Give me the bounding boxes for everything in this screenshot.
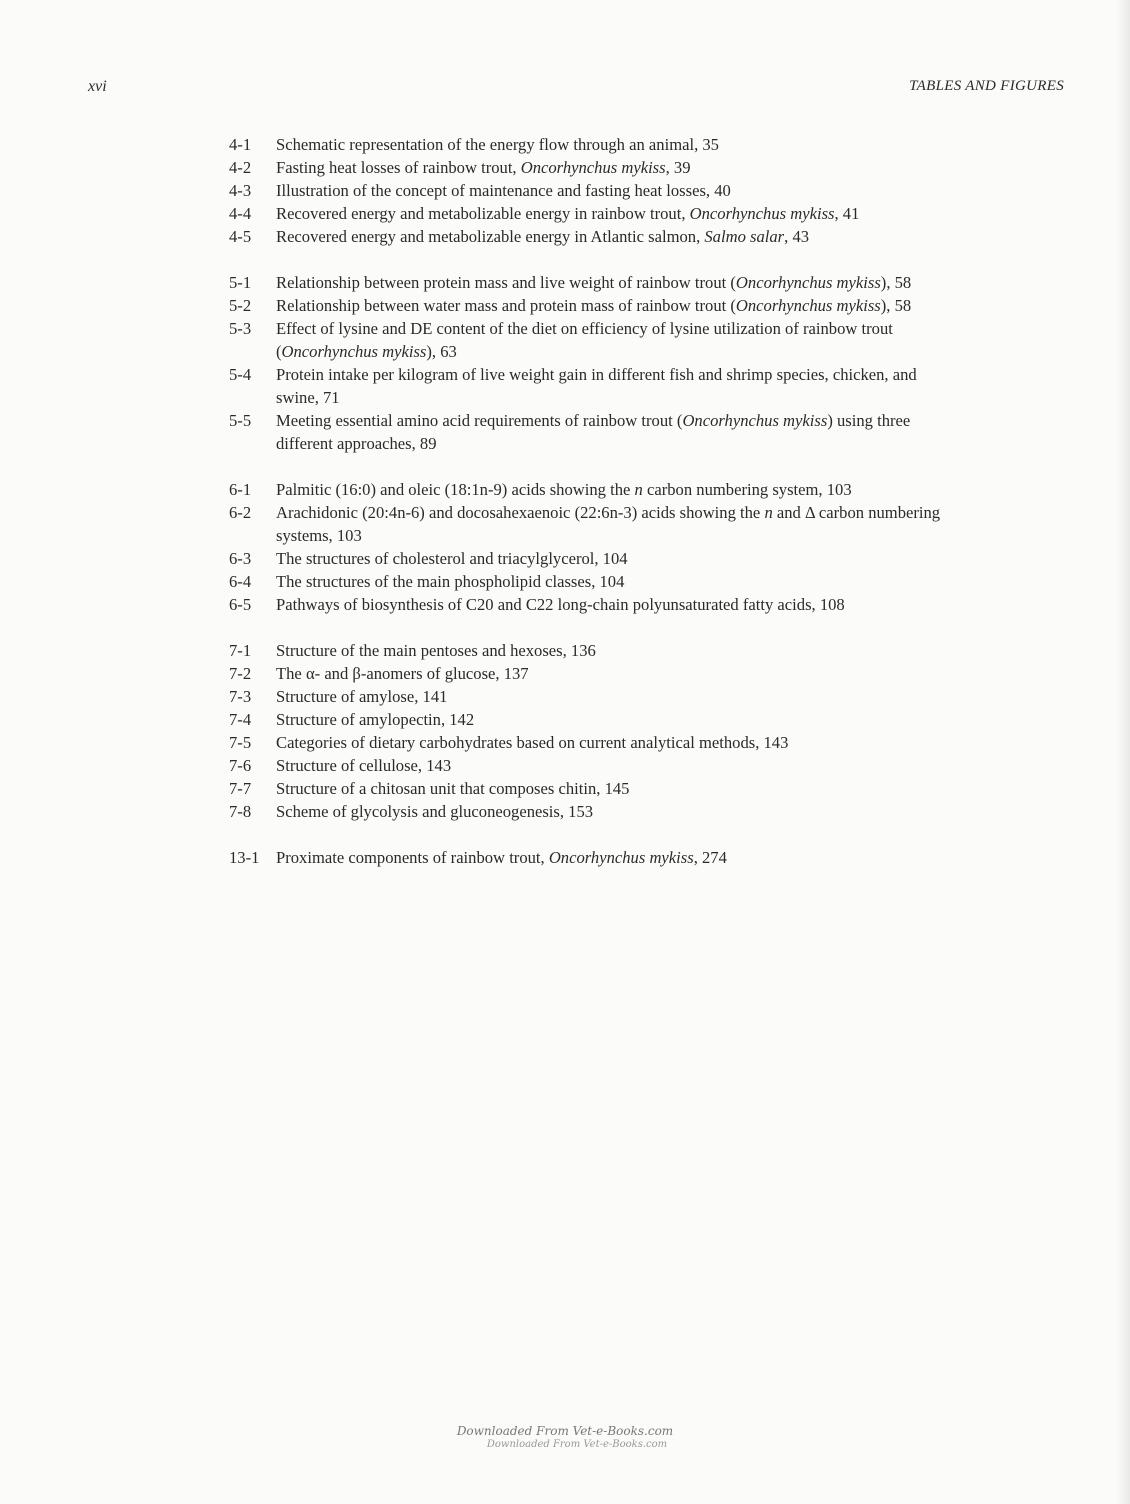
figure-caption — [276, 294, 949, 317]
caption-italic-part: Oncorhynchus mykiss — [689, 204, 835, 223]
caption-part: Illustration of the concept of maintenance and fasting heat losses, 40 — [276, 181, 731, 200]
caption-part: Recovered energy and metabolizable energy in rainbow trout, — [276, 204, 690, 223]
figure-caption — [276, 570, 949, 593]
figure-entry — [229, 593, 949, 616]
caption-italic-part: n — [634, 480, 643, 499]
caption-italic-part: Oncorhynchus mykiss — [281, 342, 427, 361]
caption-italic-part: Oncorhynchus mykiss — [548, 848, 694, 867]
figure-caption — [276, 731, 949, 754]
figure-number: 7-7 — [229, 779, 252, 798]
figure-entry — [229, 547, 949, 570]
figure-caption — [276, 501, 949, 547]
figure-entry — [229, 317, 949, 363]
figure-number: 5-3 — [229, 319, 252, 338]
figure-caption — [276, 708, 949, 731]
caption-part: Structure of cellulose, 143 — [276, 756, 452, 775]
figure-group — [229, 271, 949, 455]
figure-caption — [276, 225, 949, 248]
figure-number: 7-4 — [229, 710, 252, 729]
running-head-section: TABLES AND FIGURES — [909, 78, 1064, 94]
figure-number: 6-3 — [229, 549, 252, 568]
figure-entry — [229, 179, 949, 202]
figure-number: 7-8 — [229, 802, 252, 821]
figure-list — [229, 133, 949, 892]
caption-part: The α- and β-anomers of glucose, 137 — [276, 664, 529, 683]
caption-part: , 274 — [693, 848, 727, 867]
caption-italic-part: Oncorhynchus mykiss — [735, 296, 881, 315]
figure-number: 5-4 — [229, 365, 252, 384]
caption-part: ), 63 — [426, 342, 457, 361]
caption-part: Fasting heat losses of rainbow trout, — [276, 158, 521, 177]
figure-group — [229, 846, 949, 869]
figure-group — [229, 478, 949, 616]
caption-part: Palmitic (16:0) and oleic (18:1n-9) acids showing the — [276, 480, 635, 499]
page-number: xvi — [88, 78, 107, 95]
figure-caption — [276, 846, 949, 869]
figure-number: 4-4 — [229, 204, 252, 223]
watermark — [0, 1425, 1130, 1451]
caption-part: and Δ carbon numbering systems, 103 — [276, 503, 941, 545]
figure-group — [229, 639, 949, 823]
caption-part: Protein intake per kilogram of live weight gain in different fish and shrimp species, chicken, and swine, 71 — [276, 365, 917, 407]
figure-caption — [276, 754, 949, 777]
figure-entry — [229, 294, 949, 317]
caption-italic-part: Oncorhynchus mykiss — [682, 411, 828, 430]
figure-number: 4-3 — [229, 181, 252, 200]
figure-entry — [229, 685, 949, 708]
caption-part: ), 58 — [880, 273, 912, 292]
figure-caption — [276, 685, 949, 708]
caption-part: Structure of amylopectin, 142 — [276, 710, 475, 729]
caption-part: Structure of the main pentoses and hexoses, 136 — [276, 641, 596, 660]
caption-part: Relationship between protein mass and live weight of rainbow trout ( — [276, 273, 736, 292]
figure-number: 7-2 — [229, 664, 252, 683]
figure-number: 5-2 — [229, 296, 252, 315]
figure-entry — [229, 271, 949, 294]
figure-number: 7-6 — [229, 756, 252, 775]
caption-italic-part: Salmo salar — [704, 227, 785, 246]
figure-number: 7-1 — [229, 641, 252, 660]
caption-part: The structures of the main phospholipid classes, 104 — [276, 572, 625, 591]
figure-entry — [229, 225, 949, 248]
caption-part: ), 58 — [880, 296, 912, 315]
figure-caption — [276, 547, 949, 570]
figure-entry — [229, 754, 949, 777]
figure-entry — [229, 409, 949, 455]
caption-part: Relationship between water mass and protein mass of rainbow trout ( — [276, 296, 736, 315]
figure-group — [229, 133, 949, 248]
figure-entry — [229, 478, 949, 501]
figure-entry — [229, 731, 949, 754]
caption-part: The structures of cholesterol and triacylglycerol, 104 — [276, 549, 628, 568]
caption-part: Effect of lysine and DE content of the diet on efficiency of lysine utilization of rainbow trout ( — [276, 319, 893, 361]
figure-caption — [276, 363, 949, 409]
figure-entry — [229, 202, 949, 225]
figure-caption — [276, 202, 949, 225]
caption-part: Structure of amylose, 141 — [276, 687, 448, 706]
figure-caption — [276, 317, 949, 363]
caption-part: Scheme of glycolysis and gluconeogenesis, 153 — [276, 802, 594, 821]
page-edge-shadow — [1116, 0, 1130, 1504]
figure-entry — [229, 501, 949, 547]
figure-entry — [229, 363, 949, 409]
figure-caption — [276, 409, 949, 455]
figure-caption — [276, 639, 949, 662]
figure-caption — [276, 133, 949, 156]
figure-entry — [229, 570, 949, 593]
caption-part: Arachidonic (20:4n-6) and docosahexaenoic (22:6n-3) acids showing the — [276, 503, 765, 522]
caption-italic-part: Oncorhynchus mykiss — [520, 158, 666, 177]
figure-entry — [229, 662, 949, 685]
figure-number: 5-5 — [229, 411, 252, 430]
caption-part: Recovered energy and metabolizable energy in Atlantic salmon, — [276, 227, 705, 246]
caption-part: Meeting essential amino acid requirements of rainbow trout ( — [276, 411, 683, 430]
figure-caption — [276, 777, 949, 800]
figure-caption — [276, 156, 949, 179]
caption-italic-part: Oncorhynchus mykiss — [735, 273, 881, 292]
caption-part: Pathways of biosynthesis of C20 and C22 long-chain polyunsaturated fatty acids, 108 — [276, 595, 845, 614]
caption-italic-part: n — [764, 503, 773, 522]
figure-number: 7-5 — [229, 733, 252, 752]
figure-caption — [276, 593, 949, 616]
figure-caption — [276, 478, 949, 501]
figure-entry — [229, 777, 949, 800]
figure-entry — [229, 708, 949, 731]
figure-number: 4-1 — [229, 135, 252, 154]
figure-number: 5-1 — [229, 273, 252, 292]
figure-number: 13-1 — [229, 848, 260, 867]
figure-caption — [276, 662, 949, 685]
figure-number: 7-3 — [229, 687, 252, 706]
watermark-shadow-text: Downloaded From Vet-e-Books.com — [486, 1439, 668, 1450]
figure-caption — [276, 800, 949, 823]
caption-part: Structure of a chitosan unit that composes chitin, 145 — [276, 779, 630, 798]
caption-part: , 43 — [784, 227, 810, 246]
figure-entry — [229, 133, 949, 156]
caption-part: Categories of dietary carbohydrates based on current analytical methods, 143 — [276, 733, 789, 752]
figure-number: 6-2 — [229, 503, 252, 522]
caption-part: Schematic representation of the energy flow through an animal, 35 — [276, 135, 719, 154]
figure-caption — [276, 271, 949, 294]
caption-part: , 41 — [834, 204, 860, 223]
figure-number: 6-1 — [229, 480, 252, 499]
figure-number: 4-2 — [229, 158, 252, 177]
figure-number: 6-4 — [229, 572, 252, 591]
figure-entry — [229, 156, 949, 179]
watermark-text: Downloaded From Vet-e-Books.com — [456, 1424, 674, 1438]
caption-part: , 39 — [665, 158, 691, 177]
caption-part: carbon numbering system, 103 — [642, 480, 852, 499]
figure-number: 6-5 — [229, 595, 252, 614]
figure-number: 4-5 — [229, 227, 252, 246]
figure-entry — [229, 846, 949, 869]
figure-entry — [229, 800, 949, 823]
figure-caption — [276, 179, 949, 202]
caption-part: ) using three different approaches, 89 — [276, 411, 911, 453]
caption-part: Proximate components of rainbow trout, — [276, 848, 549, 867]
figure-entry — [229, 639, 949, 662]
